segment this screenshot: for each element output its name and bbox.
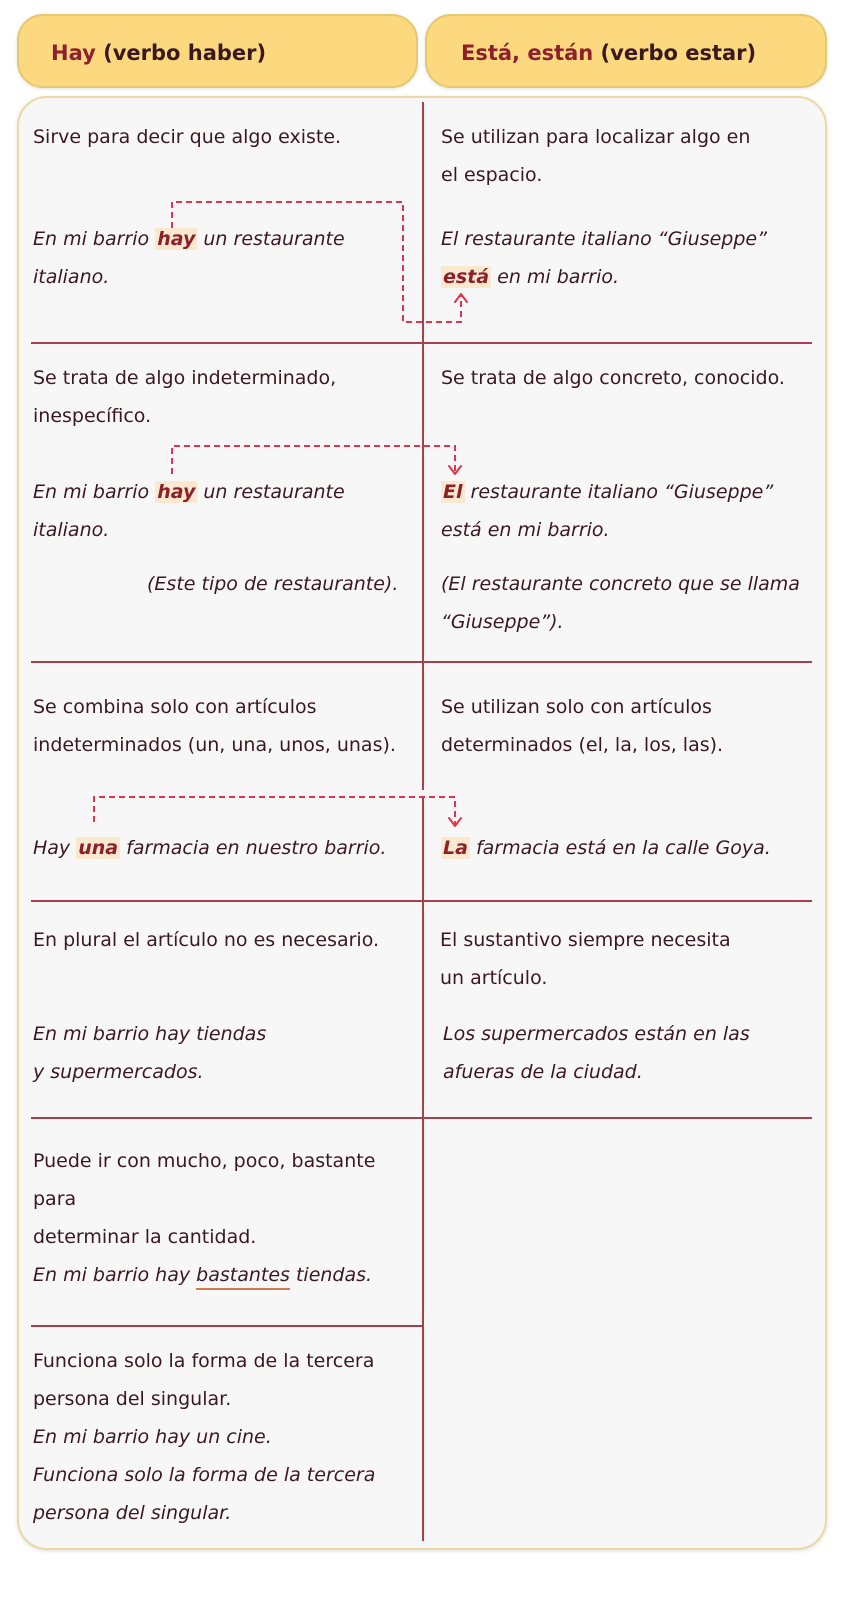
header-hay xyxy=(17,14,418,88)
row1-right-rule-line1: Se utilizan para localizar algo en xyxy=(441,126,751,148)
row3-right-rule-line1: Se utilizan solo con artículos xyxy=(441,696,712,718)
column-divider xyxy=(422,102,424,790)
row5-ex-b: tiendas. xyxy=(289,1264,373,1286)
row3-right-ex-highlight: La xyxy=(443,837,468,859)
row5-line3: determinar la cantidad. xyxy=(33,1226,257,1248)
row6-line4: Funciona solo la forma de la tercera xyxy=(33,1464,376,1486)
row2-right-example-line1 xyxy=(441,473,773,511)
row1-left-ex-a: En mi barrio xyxy=(33,228,156,250)
row2-left-note: (Este tipo de restaurante). xyxy=(147,573,399,595)
row6-line2: persona del singular. xyxy=(33,1388,232,1410)
row3-left-ex-b: farmacia en nuestro barrio. xyxy=(120,837,387,859)
row4-right-example-line1: Los supermercados están en las xyxy=(443,1023,750,1045)
header-estar-highlight: Está, están xyxy=(461,41,594,65)
row6-line1: Funciona solo la forma de la tercera xyxy=(33,1350,375,1372)
row4-right-example-line2: afueras de la ciudad. xyxy=(443,1061,643,1083)
row-divider-4 xyxy=(31,1117,812,1119)
row2-left-ex-a: En mi barrio xyxy=(33,481,156,503)
row2-left-ex-highlight: hay xyxy=(157,481,196,503)
row5-line2: para xyxy=(33,1188,77,1210)
row4-right-rule-line2: un artículo. xyxy=(440,967,548,989)
row-divider-5 xyxy=(31,1325,423,1327)
row2-right-note-line1: (El restaurante concreto que se llama xyxy=(441,573,800,595)
row3-left-rule-line1: Se combina solo con artículos xyxy=(33,696,317,718)
row2-left-example-line1 xyxy=(33,473,345,511)
row2-left-rule-line1: Se trata de algo indeterminado, xyxy=(33,367,337,389)
row1-right-example-line2 xyxy=(441,258,619,296)
row2-right-note-line2: “Giuseppe”). xyxy=(441,611,564,633)
row3-left-ex-highlight: una xyxy=(78,837,119,859)
row3-left-ex-a: Hay xyxy=(33,837,77,859)
row1-left-rule: Sirve para decir que algo existe. xyxy=(33,126,342,148)
row2-right-rule: Se trata de algo concreto, conocido. xyxy=(441,367,785,389)
row1-left-example-line2: italiano. xyxy=(33,266,110,288)
row1-right-ex-b: en mi barrio. xyxy=(491,266,620,288)
row-divider-1 xyxy=(31,342,812,344)
row3-right-example xyxy=(441,829,771,867)
header-hay-highlight: Hay xyxy=(51,41,96,65)
row2-right-ex-highlight: El xyxy=(443,481,463,503)
row5-line1: Puede ir con mucho, poco, bastante xyxy=(33,1150,376,1172)
header-estar xyxy=(425,14,827,88)
row5-example xyxy=(33,1256,372,1294)
row3-left-example xyxy=(33,829,386,867)
row1-right-ex-highlight: está xyxy=(443,266,490,288)
row4-left-example-line2: y supermercados. xyxy=(33,1061,204,1083)
row2-left-example-line2: italiano. xyxy=(33,519,110,541)
row1-left-ex-highlight: hay xyxy=(157,228,196,250)
row4-left-example-line1: En mi barrio hay tiendas xyxy=(33,1023,267,1045)
header-estar-rest: (verbo estar) xyxy=(593,41,757,65)
row2-left-rule-line2: inespecífico. xyxy=(33,405,152,427)
row6-line5: persona del singular. xyxy=(33,1502,232,1524)
row2-right-ex-b: restaurante italiano “Giuseppe” xyxy=(464,481,774,503)
header-hay-rest: (verbo haber) xyxy=(95,41,267,65)
row3-left-rule-line2: indeterminados (un, una, unos, unas). xyxy=(33,734,396,756)
row2-right-example-line2: está en mi barrio. xyxy=(441,519,610,541)
row1-right-rule-line2: el espacio. xyxy=(441,164,543,186)
row6-line3: En mi barrio hay un cine. xyxy=(33,1426,272,1448)
row2-left-ex-b: un restaurante xyxy=(197,481,345,503)
row5-ex-a: En mi barrio hay xyxy=(33,1264,197,1286)
row-divider-2 xyxy=(31,661,812,663)
row-divider-3 xyxy=(31,900,812,902)
row3-right-ex-b: farmacia está en la calle Goya. xyxy=(469,837,771,859)
row1-right-example-line1: El restaurante italiano “Giuseppe” xyxy=(441,228,767,250)
row1-left-ex-b: un restaurante xyxy=(197,228,345,250)
row5-ex-underlined: bastantes xyxy=(196,1264,290,1290)
row4-right-rule-line1: El sustantivo siempre necesita xyxy=(440,929,731,951)
row3-right-rule-line2: determinados (el, la, los, las). xyxy=(441,734,724,756)
row4-left-rule: En plural el artículo no es necesario. xyxy=(33,929,380,951)
row1-left-example-line1 xyxy=(33,220,345,258)
column-divider-lower xyxy=(422,796,424,1541)
